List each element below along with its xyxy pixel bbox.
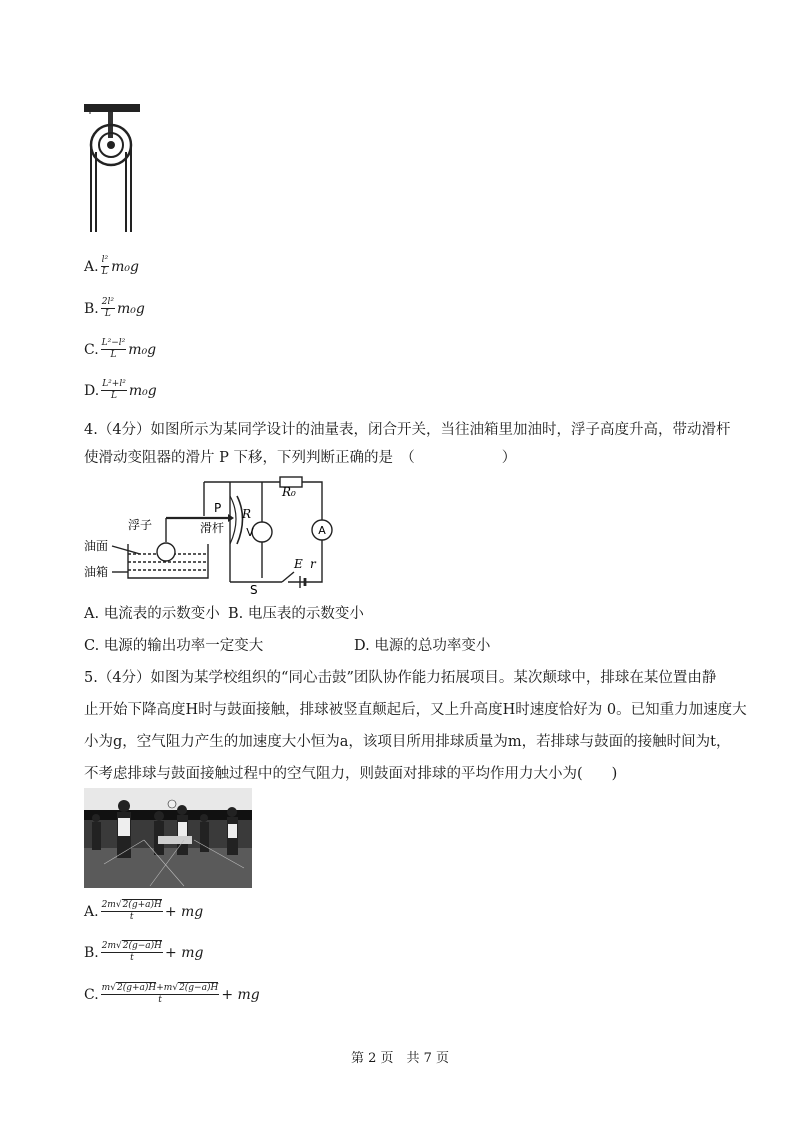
tank-label: 油箱 [84,565,109,579]
q4-option-d[interactable]: D. 电源的总功率变小 [354,638,491,654]
q4-stem-line2: 使滑动变阻器的滑片 P 下移，下列判断正确的是 （ ） [84,450,517,466]
oil-gauge-circuit [82,474,352,596]
q4-option-a[interactable]: A. 电流表的示数变小 [84,606,220,622]
q5-option-c[interactable]: C. $\frac{m√2(g+a)H+m√2(g-a)H}{t}$ + mg [84,983,260,1005]
q3-option-d[interactable]: D. $\frac{\text{L²+l²}}{L}$ m₀g [84,379,157,401]
switch-label: S [250,583,258,596]
q3-option-c[interactable]: C. $\frac{\text{L²−l²}}{L}$ m₀g [84,338,157,360]
q5-stem-line1: 5.（4分）如图为某学校组织的“同心击鼓”团队协作能力拓展项目。某次颠球中，排球在某位置由静 [84,670,717,686]
q4-option-b[interactable]: B. 电压表的示数变小 [228,606,364,622]
internal-r-label: r [310,557,316,571]
q5-stem-line2: 止开始下降高度H时与鼓面接触，排球被竖直颠起后，又上升高度H时速度恰好为 0。已知重力加速度大 [84,702,747,718]
q5-option-b[interactable]: B. $\frac{2m√2(g-a)H}{t}$ + mg [84,941,204,963]
q5-option-a[interactable]: A. $\frac{2m√2(g+a)H}{t}$ + mg [84,900,204,922]
q4-option-c[interactable]: C. 电源的输出功率一定变大 [84,638,264,654]
q3-option-b[interactable]: B. $\frac{\text{2l²}}{L}$ m₀g [84,297,145,319]
oil-surface-label: 油面 [84,539,109,553]
slider-p-label: P [214,501,222,515]
ammeter-label: A [318,524,326,537]
rod-label: 滑杆 [200,521,225,535]
q3-option-a[interactable]: A. $\frac{\text{l²}}{L}$ m₀g [84,255,139,277]
pulley-figure [82,100,144,235]
emf-label: E [294,557,303,571]
q5-stem-line4: 不考虑排球与鼓面接触过程中的空气阻力，则鼓面对排球的平均作用力大小为( ) [84,766,618,782]
voltmeter-label: V [246,526,254,539]
r0-label: R₀ [282,485,296,499]
q5-stem-line3: 小为g，空气阻力产生的加速度大小恒为a，该项目所用排球质量为m，若排球与鼓面的接触时间为t， [84,734,731,750]
page-footer: 第 2 页 共 7 页 [350,1051,450,1066]
drum-game-photo [84,788,252,888]
float-label: 浮子 [128,518,153,532]
rheostat-label: R [242,507,252,521]
q4-stem-line1: 4.（4分）如图所示为某同学设计的油量表，闭合开关，当往油箱里加油时，浮子高度升高，带动滑杆 [84,422,731,438]
